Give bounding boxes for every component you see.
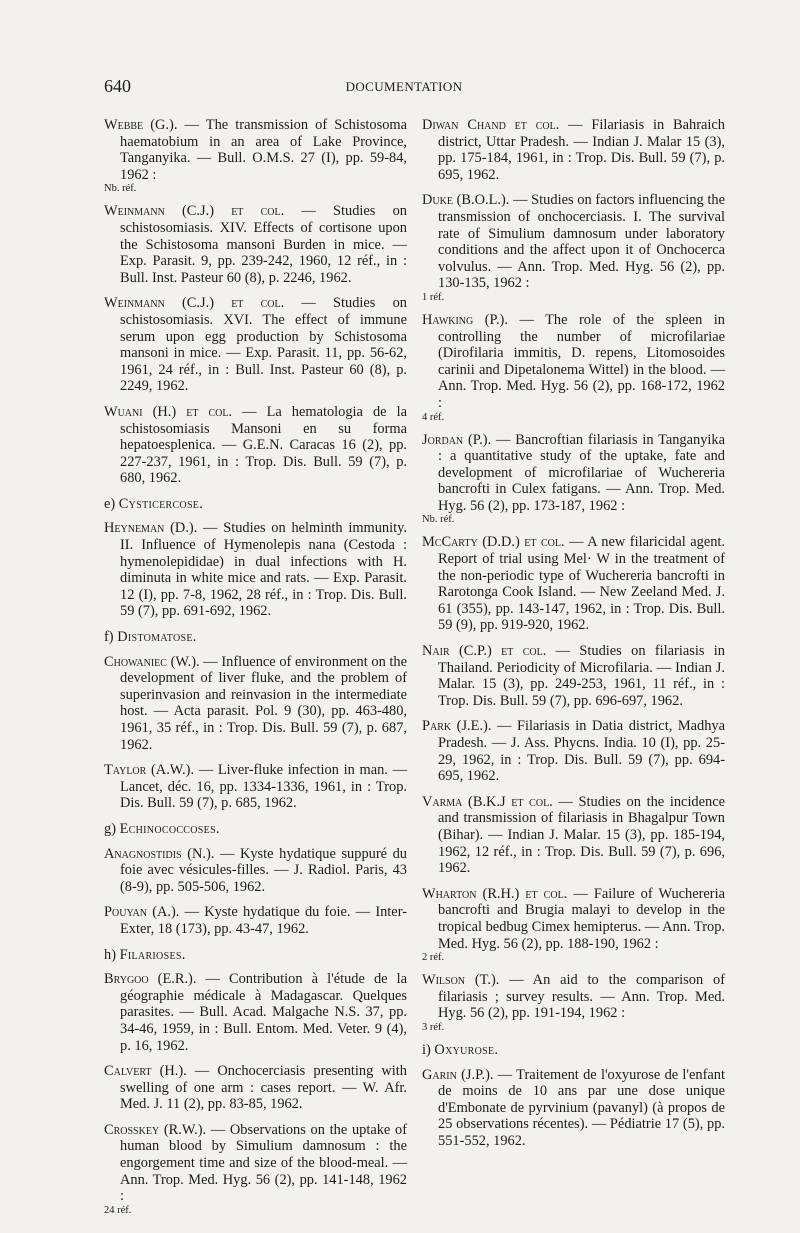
entry-text: — Contribution à l'étude de la géographie médicale à Madagascar. Quelques parasites. — Bull. Acad. Malgache N.S. 37, pp. 34-46, 1959, in : Bull. Entom. Med. Veter. 9 (4), p. 16, 1962. [120,971,407,1054]
entry-text: — Traitement de l'oxyurose de l'enfant de moins de 10 ans par une dose unique d'Embonate de pyrvinium (pavanyl) (à propos de 25 observations récentes). — Pédiatrie 17 (5), pp. 551-552, 1962. [438,1066,725,1149]
bibliography-entry [104,971,407,1054]
entry-note: 2 réf. [422,952,445,964]
entry-author: Crosskey (R.W.). [104,1121,207,1138]
entry-text: — A new filaricidal agent. Report of trial using Mel· W in the treatment of the non-periodic type of Wuchereria bancrofti in Rarotonga Cook Island. — New Zeeland Med. J. 61 (355), pp. 143-147, 1962, in : Trop. Dis. Bull. 59 (9), pp. 919-920, 1962. [438,534,725,634]
entry-author: Varma (B.K.J et col. [422,793,553,810]
entry-author: Wharton (R.H.) et col. [422,885,568,902]
bibliography-entry [422,886,725,963]
bibliography-entry [104,904,407,937]
entry-text: — Liver-fluke infection in man. — Lancet, déc. 16, pp. 1334-1336, 1961, in : Trop. Dis. Bull. 59 (7), p. 685, 1962. [120,762,407,812]
entry-author: Jordan (P.). [422,431,492,448]
section-letter: i) [422,1041,435,1058]
section-heading [104,947,407,964]
entry-text: — Observations on the uptake of human blood by Simulium damnosum : the engorgement time and size of the blood-meal. — Ann. Trop. Med. Hyg. 56 (2), pp. 141-148, 1962 : [120,1121,407,1205]
left-column [104,117,407,1225]
right-column [422,117,725,1158]
bibliography-entry [104,846,407,896]
entry-text: — Kyste hydatique suppuré du foie avec vésicules-filles. — J. Radiol. Paris, 43 (8-9), pp. 505-506, 1962. [120,845,408,895]
entry-text: — Studies on factors influencing the transmission of onchocerciasis. I. The survival rate of Simulium damnosum under laboratory conditions and the affect upon it of Onchocerca volvulus. — Ann. Trop. Med. Hyg. 56 (2), pp. 130-135, 1962 : [438,192,725,292]
entry-text: — The transmission of Schistosoma haematobium in an area of Lake Province, Tanganyika. — Bull. O.M.S. 27 (I), pp. 59-84, 1962 : [120,117,407,183]
bibliography-entry [104,117,407,194]
bibliography-entry [422,534,725,634]
entry-author: Diwan Chand et col. [422,117,560,133]
entry-author: Hawking (P.). [422,311,508,328]
entry-author: Duke (B.O.L.). [422,192,510,209]
bibliography-entry [104,404,407,487]
entry-note: 24 réf. [104,1204,132,1216]
entry-author: Weinmann (C.J.) et col. [104,295,285,312]
section-letter: e) [104,495,119,512]
bibliography-entry [104,295,407,395]
entry-author: Calvert (H.). [104,1063,187,1080]
section-name: Oxyurose. [434,1041,499,1058]
section-heading [422,1042,725,1059]
entry-text: — Studies on schistosomiasis. XVI. The effect of immune serum upon egg production by Schistosoma mansoni in mice. — Exp. Parasit. 11, pp. 56-62, 1961, 24 réf., in : Bull. Inst. Pasteur 60 (8), p. 2249, 1962. [120,295,407,395]
entry-note: 3 réf. [422,1021,445,1033]
bibliography-entry [422,643,725,709]
entry-author: Brygoo (E.R.). [104,971,197,988]
running-head: DOCUMENTATION [345,79,463,94]
bibliography-entry [422,117,725,183]
section-heading [104,821,407,838]
entry-text: — Studies on schistosomiasis. XIV. Effects of cortisone upon the Schistosoma mansoni Burden in mice. — Exp. Parasit. 9, pp. 239-242, 1960, 12 réf., in : Bull. Inst. Pasteur 60 (8), p. 2246, 1962. [120,203,407,286]
entry-author: Garin (J.P.). [422,1066,494,1083]
section-letter: g) [104,820,120,837]
entry-text: — Filariasis in Bahraich district, Uttar Pradesh. — Indian J. Malar 15 (3), pp. 175-184, 1961, in : Trop. Dis. Bull. 59 (7), p. 695, 1962. [438,117,725,183]
entry-author: Weinmann (C.J.) et col. [104,203,285,220]
entry-text: — Studies on the incidence and transmission of filariasis in Bhagalpur Town (Bihar). — Indian J. Malar. 15 (3), pp. 185-194, 1962, 12 réf., in : Trop. Dis. Bull. 59 (7), p. 696, 1962. [438,793,725,877]
entry-note: 1 réf. [422,291,445,303]
bibliography-entry [422,312,725,423]
entry-author: Heyneman (D.). [104,520,198,537]
section-name: Distomatose. [117,629,197,646]
bibliography-entry [422,192,725,303]
entry-text: — An aid to the comparison of filariasis ; survey results. — Ann. Trop. Med. Hyg. 56 (2), pp. 191-194, 1962 : [438,972,726,1022]
section-name: Filarioses. [119,946,186,963]
section-name: Echinococcoses. [119,820,220,837]
entry-text: — Filariasis in Datia district, Madhya Pradesh. — J. Ass. Phycns. India. 10 (I), pp. 25-29, 1962, in : Trop. Dis. Bull. 59 (7), pp. 694-695, 1962. [438,718,726,785]
entry-text: — Bancroftian filariasis in Tanganyika : a quantitative study of the uptake, fate and development of microfilariae of Wuchereria bancrofti in Culex fatigans. — Ann. Trop. Med. Hyg. 56 (2), pp. 173-187, 1962 : [438,431,725,514]
entry-text: — Influence of environment on the development of liver fluke, and the problem of superinvasion and reinvasion in the intermediate host. — Acta parasit. Pol. 9 (30), pp. 463-480, 1961, 35 réf., in : Trop. Dis. Bull. 59 (7), p. 687, 1962. [120,653,407,753]
bibliography-entry [422,432,725,526]
entry-author: McCarty (D.D.) et col. [422,534,565,551]
bibliography-entry [422,794,725,877]
bibliography-entry [104,520,407,620]
entry-author: Wuani (H.) et col. [104,403,233,420]
bibliography-entry [422,972,725,1033]
entry-author: Taylor (A.W.). [104,762,195,779]
section-heading [104,496,407,513]
entry-author: Chowaniec (W.). [104,653,200,670]
entry-note: Nb. réf. [422,514,455,526]
entry-text: — Kyste hydatique du foie. — Inter-Exter, 18 (173), pp. 43-47, 1962. [120,904,407,937]
page-header [104,76,704,100]
entry-text: — Studies on helminth immunity. II. Influence of Hymenolepis nana (Cestoda : hymenolepididae) in dual infections with H. diminuta in white mice and rats. — Exp. Parasit. 12 (I), pp. 7-8, 1962, 28 réf., in : Trop. Dis. Bull. 59 (7), pp. 691-692, 1962. [120,520,407,620]
entry-author: Anagnostidis (N.). [104,845,215,862]
entry-note: 4 réf. [422,411,445,423]
entry-author: Nair (C.P.) et col. [422,643,547,660]
bibliography-entry [422,1067,725,1150]
bibliography-entry [104,203,407,286]
page-number: 640 [104,76,131,96]
entry-text: — Onchocerciasis presenting with swelling of one arm : cases report. — W. Afr. Med. J. 11 (2), pp. 83-85, 1962. [120,1063,407,1113]
entry-author: Wilson (T.). [422,972,500,989]
entry-author: Park (J.E.). [422,718,492,735]
bibliography-entry [104,1122,407,1216]
section-letter: h) [104,946,120,963]
bibliography-entry [422,718,725,784]
bibliography-entry [104,654,407,754]
section-name: Cysticercose. [118,495,204,512]
section-letter: f) [104,629,118,646]
entry-text: — Failure of Wuchereria bancrofti and Brugia malayi to develop in the tropical bedbug Cimex hemipterus. — Ann. Trop. Med. Hyg. 56 (2), pp. 188-190, 1962 : [438,885,725,952]
entry-note: Nb. réf. [104,183,137,195]
bibliography-entry [104,1063,407,1113]
entry-text: — Studies on filariasis in Thailand. Periodicity of Microfilaria. — Indian J. Malar. 15 (3), pp. 249-253, 1961, 11 réf., in : Trop. Dis. Bull. 59 (7), pp. 696-697, 1962. [438,643,725,709]
entry-text: — The role of the spleen in controlling the number of microfilariae (Dirofilaria immitis, D. repens, Litomosoides carinii and Dipetalonema Wittel) in the blood. — Ann. Trop. Med. Hyg. 56 (2), pp. 168-172, 1962 : [438,311,725,411]
bibliography-entry [104,762,407,812]
entry-author: Webbe (G.). [104,117,178,133]
entry-text: — La hematologia de la schistosomiasis Mansoni en su forma hepatoesplenica. — G.E.N. Caracas 16 (2), pp. 227-237, 1961, in : Trop. Dis. Bull. 59 (7), p. 680, 1962. [120,403,408,487]
section-heading [104,629,407,646]
entry-author: Pouyan (A.). [104,904,180,921]
